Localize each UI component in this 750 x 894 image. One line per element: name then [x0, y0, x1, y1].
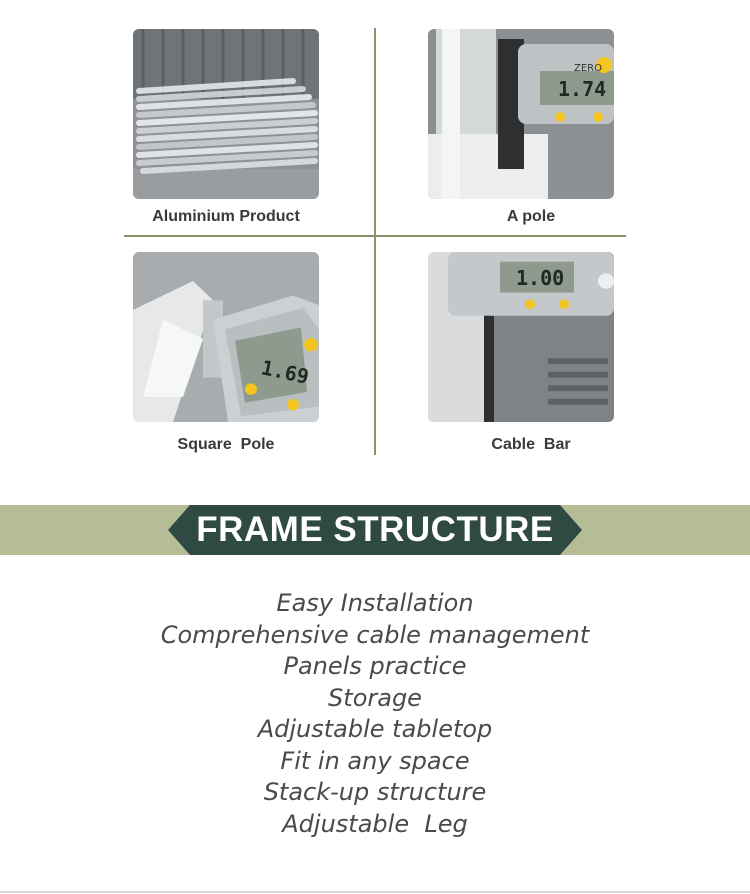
caliper-reading: 1.00 — [516, 266, 565, 290]
caption-cable-bar: Cable Bar — [491, 436, 571, 453]
caption-square-pole: Square Pole — [177, 436, 275, 453]
feature-item: Storage — [328, 683, 422, 712]
grid-vertical-divider — [374, 28, 376, 455]
caption-aluminium-product: Aluminium Product — [152, 208, 300, 225]
a-pole-photo — [428, 29, 614, 199]
feature-item: Panels practice — [283, 652, 467, 680]
footer-divider — [0, 891, 750, 893]
caliper-reading: 1.74 — [558, 77, 607, 101]
square-pole-photo — [133, 252, 319, 422]
feature-item: Comprehensive cable management — [160, 620, 590, 649]
caliper-zero-label: ZERO — [574, 63, 602, 74]
feature-item: Adjustable tabletop — [257, 715, 493, 743]
feature-item: Adjustable Leg — [282, 809, 468, 838]
caption-a-pole: A pole — [506, 208, 556, 225]
caliper-reading: 1.69 — [259, 355, 312, 389]
feature-item: Fit in any space — [280, 746, 470, 775]
grid-horizontal-divider — [124, 235, 626, 237]
banner-title: FRAME STRUCTURE — [196, 510, 554, 549]
feature-item: Stack-up structure — [263, 778, 487, 806]
aluminium-product-photo — [133, 29, 319, 199]
feature-item: Easy Installation — [276, 589, 474, 617]
cable-bar-photo — [428, 252, 614, 422]
feature-list — [0, 588, 750, 840]
